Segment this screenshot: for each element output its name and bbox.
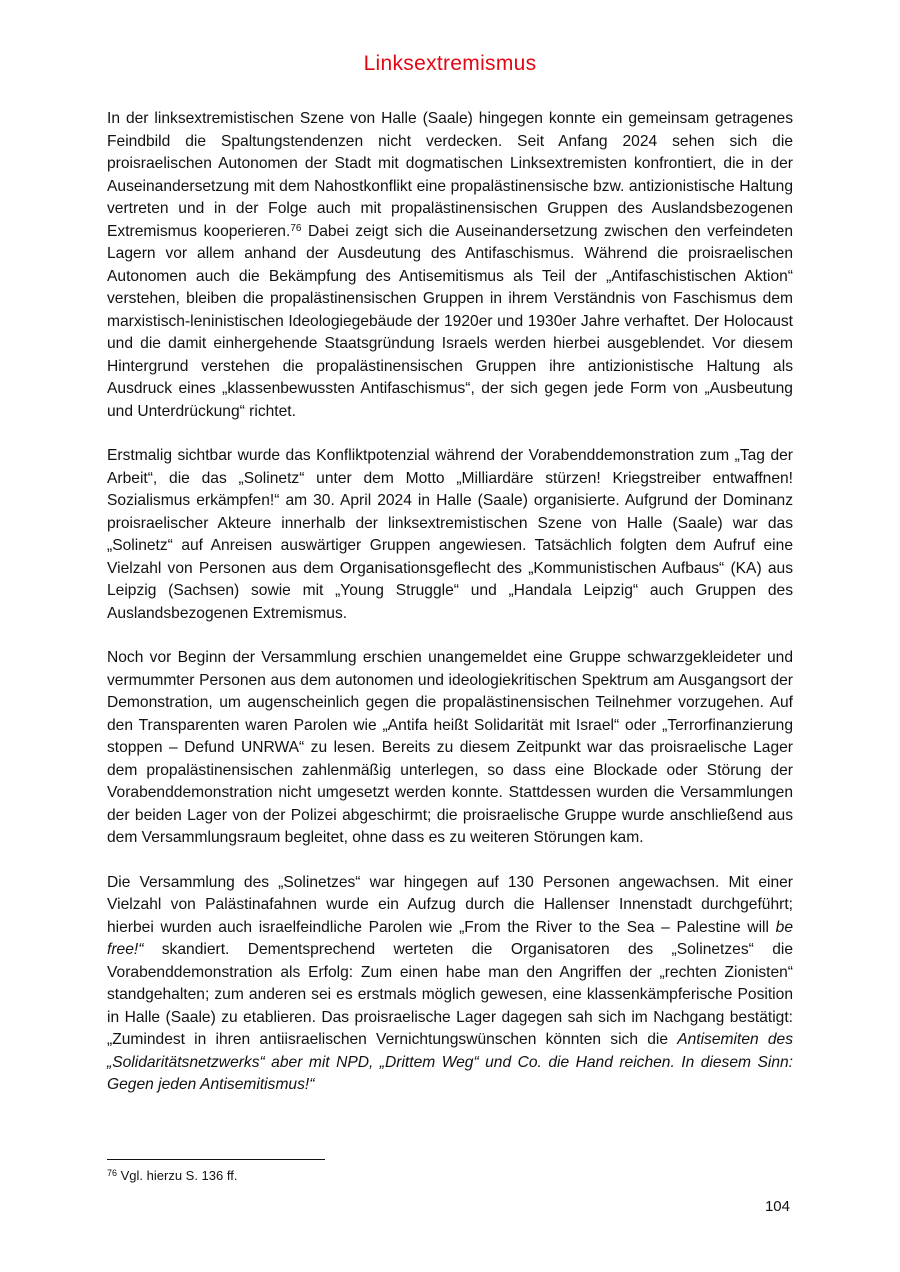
paragraph-4: [107, 872, 793, 1097]
footnote-text: Vgl. hierzu S. 136 ff.: [117, 1168, 238, 1183]
footnote-marker: 76: [107, 1168, 118, 1178]
paragraph-1-text-after: Dabei zeigt sich die Auseinandersetzung zwischen den verfeindeten Lagern vor allem anhand der Ausdeutung des Antifaschismus. Während die proisraelischen Autonomen auch die Bekämpfung des Antisemitismus als Teil der „Antifaschistischen Aktion“ verstehen, bleiben die propalästinensischen Gruppen in ihrem Verständnis von Faschismus dem marxistisch-leninistischen Ideologiegebäude der 1920er und 1930er Jahre verhaftet. Der Holocaust und die damit einhergehende Staatsgründung Israels werden hierbei ausgeblendet. Vor diesem Hintergrund verstehen die propalästinensischen Gruppen ihre antizionistische Haltung als Ausdruck eines „klassenbewussten Antifaschismus“, der sich gegen jede Form von „Ausbeutung und Unterdrückung“ richtet.: [107, 222, 793, 420]
paragraph-2: Erstmalig sichtbar wurde das Konfliktpotenzial während der Vorabenddemonstration zum „Tag der Arbeit“, die das „Solinetz“ unter dem Motto „Milliardäre stürzen! Kriegstreiber entwaffnen! Sozialismus erkämpfen!“ am 30. April 2024 in Halle (Saale) organisierte. Aufgrund der Dominanz proisraelischer Akteure innerhalb der linksextremistischen Szene von Halle (Saale) war das „Solinetz“ auf Anreisen auswärtiger Gruppen angewiesen. Tatsächlich folgten dem Aufruf eine Vielzahl von Personen aus dem Organisationsgeflecht des „Kommunistischen Aufbaus“ (KA) aus Leipzig (Sachsen) sowie mit „Young Struggle“ und „Handala Leipzig“ auch Gruppen des Auslandsbezogenen Extremismus.: [107, 447, 793, 622]
paragraph-3: Noch vor Beginn der Versammlung erschien unangemeldet eine Gruppe schwarzgekleideter und vermummter Personen aus dem autonomen und ideologiekritischen Spektrum am Ausgangsort der Demonstration, um augenscheinlich gegen die propalästinensischen Teilnehmer vorzugehen. Auf den Transparenten waren Parolen wie „Antifa heißt Solidarität mit Israel“ oder „Terrorfinanzierung stoppen – Defund UNRWA“ zu lesen. Bereits zu diesem Zeitpunkt war das proisraelische Lager dem propalästinensischen zahlenmäßig unterlegen, so dass eine Blockade oder Störung der Vorabenddemonstration nicht umgesetzt werden konnte. Stattdessen wurden die Versammlungen der beiden Lager von der Polizei abgeschirmt; die proisraelische Gruppe wurde anschließend aus dem Versammlungsraum begleitet, ohne dass es zu weiteren Störungen kam.: [107, 649, 793, 846]
paragraph-4-text-2: skandiert. Dementsprechend werteten die Organisatoren des „Solinetzes“ die Vorabenddemonstration als Erfolg: Zum einen habe man den Angriffen der „rechten Zionisten“ standgehalten; zum anderen sei es erstmals möglich gewesen, eine klassenkämpferische Position in Halle (Saale) zu etablieren. Das proisraelische Lager dagegen sah sich im Nachgang bestätigt: „Zumindest in ihren antiisraelischen Vernichtungswünschen könnten sich die: [107, 941, 793, 1048]
paragraph-4-italic-1: be free!“: [107, 918, 793, 958]
paragraph-4-text-1: Die Versammlung des „Solinetzes“ war hingegen auf 130 Personen angewachsen. Mit einer Vielzahl von Palästinafahnen wurde ein Aufzug durch die Hallenser Innenstadt durchgeführt; hierbei wurden auch israelfeindliche Parolen wie „From the River to the Sea – Palestine will: [107, 873, 793, 936]
paragraph-1: [107, 108, 793, 423]
footnote: [107, 1167, 237, 1185]
footnote-divider: [107, 1159, 325, 1160]
page-title: Linksextremismus: [363, 52, 537, 75]
body-text: [107, 108, 793, 1119]
footnote-reference[interactable]: 76: [290, 222, 302, 234]
paragraph-1-text-before: In der linksextremistischen Szene von Halle (Saale) hingegen konnte ein gemeinsam getragenes Feindbild die Spaltungstendenzen nicht verdecken. Seit Anfang 2024 sehen sich die proisraelischen Autonomen der Stadt mit dogmatischen Linksextremisten konfrontiert, die in der Auseinandersetzung mit dem Nahostkonflikt eine propalästinensische bzw. antizionistische Haltung vertreten und in der Folge auch mit propalästinensischen Gruppen des Auslandsbezogenen Extremismus kooperieren.: [107, 110, 793, 240]
page-number: 104: [764, 1198, 790, 1215]
paragraph-4-italic-2: Antisemiten des „Solidaritätsnetzwerks“ aber mit NPD, „Drittem Weg“ und Co. die Hand reichen. In diesem Sinn: Gegen jeden Antisemitismus!“: [107, 1031, 793, 1093]
